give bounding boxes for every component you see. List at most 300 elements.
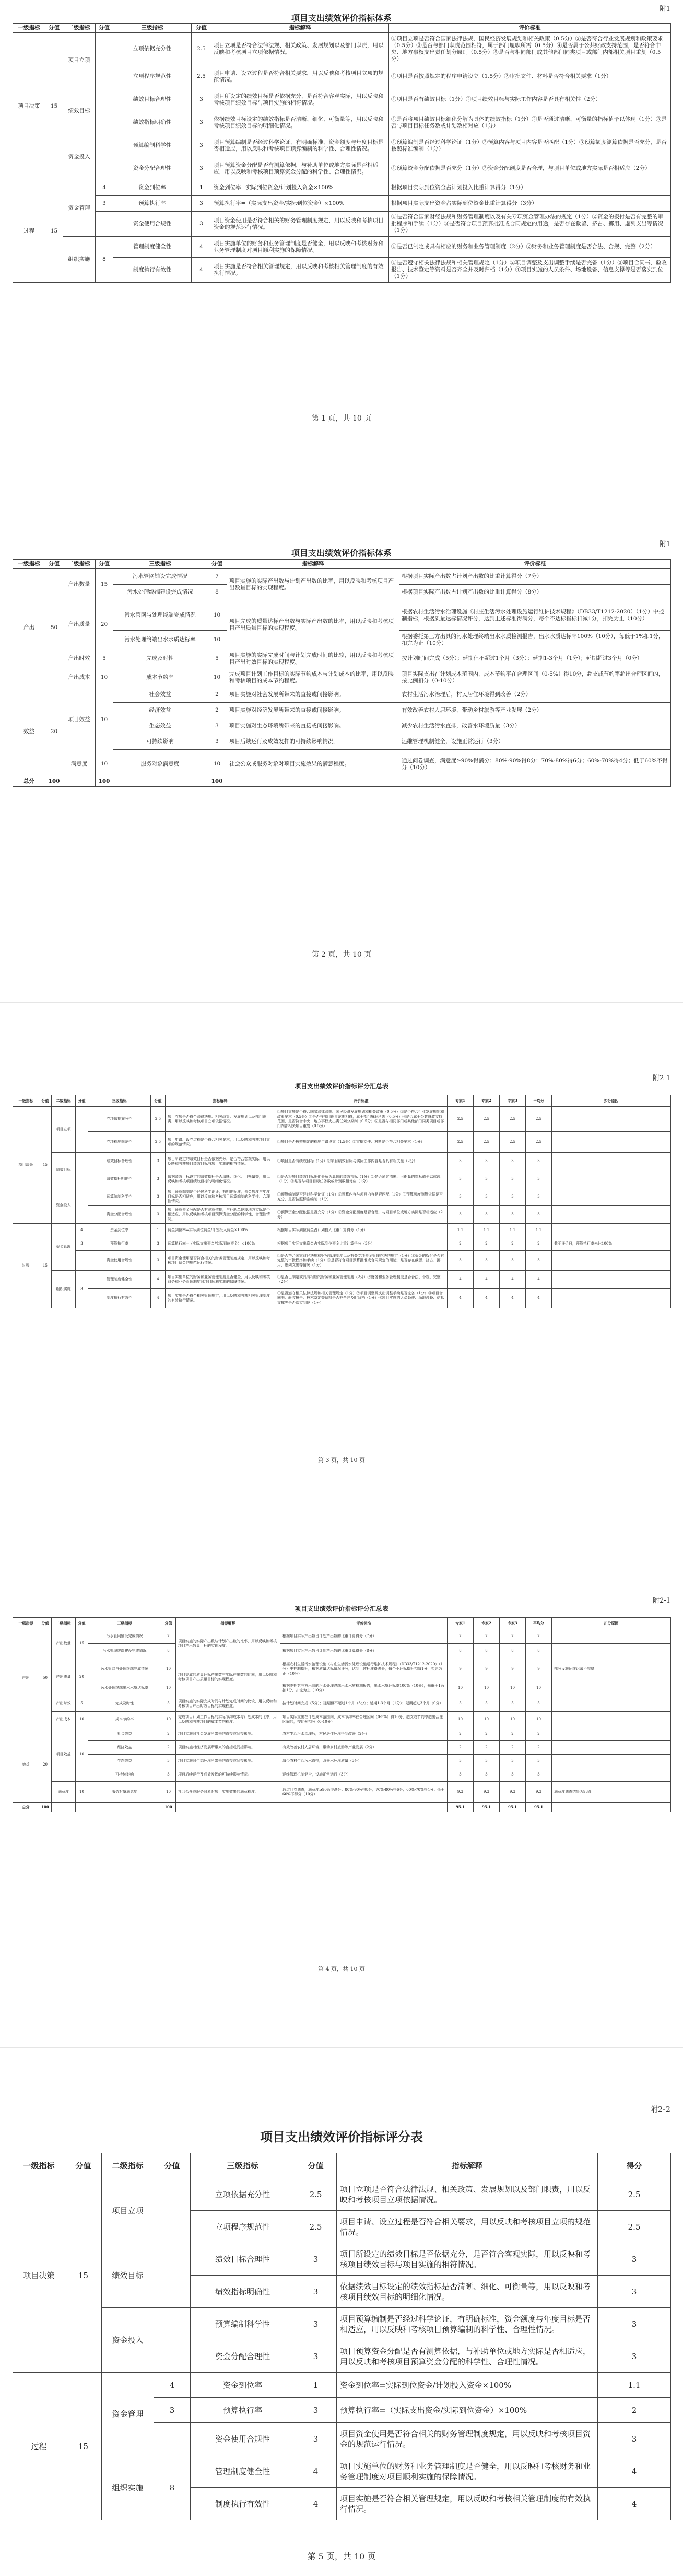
table-cell: 资金分配合理性 <box>88 1206 151 1224</box>
table-cell: 完成及时性 <box>113 649 207 668</box>
table-cell: 2.5 <box>500 1132 526 1153</box>
table-cell: 根据农村生活污水治理设施《村庄生活污水处理设施运行维护技术规程》（DB33/T1212-2020）（1分）中控制指标，根据质量达标情况评分，达到上述标准得满分，每个不达标指标扣减1分，扣完为止（10分） <box>280 1658 448 1680</box>
column-header: 分值 <box>65 2153 102 2178</box>
table-cell: 3 <box>500 1206 526 1224</box>
page-tag: 附1 <box>659 540 670 548</box>
table-cell: 社会效益 <box>113 687 207 703</box>
table-row <box>13 237 671 258</box>
table-cell: 项目实施对经济发展所带来的直接或间接影响。 <box>227 703 399 718</box>
page-5 <box>0 2048 683 2576</box>
table-cell: 产出 <box>13 1629 39 1727</box>
table-cell: 3 <box>526 1153 552 1170</box>
table-cell: 绩效指标明确性 <box>113 111 192 134</box>
table-row <box>13 212 671 237</box>
table-cell: 2.5 <box>500 1107 526 1132</box>
table-cell: 15 <box>76 1629 88 1658</box>
column-header: 分值 <box>207 560 227 569</box>
table-cell: 3 <box>295 2276 337 2308</box>
table-cell: 10 <box>500 1680 526 1696</box>
table-cell <box>176 1803 280 1812</box>
table-header <box>13 2153 671 2178</box>
table-cell: 10 <box>76 1782 88 1803</box>
table-cell: ①是否已制定或具有相应的财务和业务管理制度（2分）②财务和业务管理制度是否合法、合规、完整（2分） <box>389 237 671 258</box>
page-4 <box>0 1526 683 2048</box>
table-cell: 2.5 <box>448 1107 474 1132</box>
table-cell: 经济效益 <box>88 1741 161 1755</box>
table-cell: 3 <box>295 2423 337 2455</box>
table-row <box>13 196 671 212</box>
page-tag: 附2-1 <box>653 1597 670 1605</box>
table-cell: 95.1 <box>500 1803 526 1812</box>
table-cell: 项目预算编制是否经过科学论证，有明确标准，资金额度与年度目标是否相适应，用以反映和考核项目预算编制的科学性、合理性情况。 <box>166 1188 275 1206</box>
column-header: 专家1 <box>448 1618 474 1629</box>
table-cell: 2 <box>526 1237 552 1251</box>
table-row <box>13 1132 671 1153</box>
table-cell: 8 <box>526 1644 552 1658</box>
table-cell: 项目完成的质量达标产出数与实际产出数的比率，用以反映和考核项目产出质量目标的实现程度。 <box>176 1658 280 1696</box>
table-cell: ①项目立项是否符合国家法律法规、国民经济发展规划和相关政策（0.5分）②是否符合行业发展规划和政策要求（0.5分）③是否与部门职责范围相符，属于部门履职所需（0.5分）④是否属于公共财政支持范围，是否符合中央、地方事权支出责任划分原则（0.5分）⑤是否与相同部门或其他部门同类项目或部门内部相关项目重复（0.5分） <box>389 33 671 65</box>
table-cell: 3 <box>474 1188 500 1206</box>
table-cell <box>76 1803 88 1812</box>
table-cell: 成本节约率 <box>88 1712 161 1727</box>
column-header: 一级指标 <box>13 1618 39 1629</box>
table-cell: 10 <box>161 1680 176 1696</box>
table-cell: 项目实际支出在计划成本范围内，成本节约率在合理区间（0-5%）得10分，超支或节约率超出合理区间的，按比例扣分（0-10分） <box>280 1712 448 1727</box>
table-cell: 污水处理终端建设完成情况 <box>113 585 207 600</box>
table-cell: 9 <box>500 1658 526 1680</box>
table-cell: 3 <box>526 1755 552 1768</box>
table-cell: 产出质量 <box>63 600 96 649</box>
table-cell <box>552 1741 671 1755</box>
table-cell: 4 <box>76 1224 88 1237</box>
table-cell <box>552 1107 671 1132</box>
table-cell: 15 <box>96 569 113 600</box>
table-cell: 项目资金使用是否符合相关的财务管理制度规定，用以反映和考核项目资金的规范运行情况。 <box>166 1251 275 1271</box>
table-cell: 10 <box>96 752 113 776</box>
table-cell: 2 <box>500 1727 526 1741</box>
table-cell: 项目资金使用是否符合相关的财务管理制度规定，用以反映和考核项目资金的规范运行情况。 <box>337 2423 598 2455</box>
table-cell: 立项程序规范性 <box>113 65 192 88</box>
table-cell: 依据绩效目标设定的绩效指标是否清晰、细化、可衡量等，用以反映和考核项目绩效目标的明细化情况。 <box>337 2276 598 2308</box>
table-row <box>13 1696 671 1712</box>
table-cell: 3 <box>474 1170 500 1188</box>
table-cell: 3 <box>192 134 211 157</box>
table-cell: 根据农村生活污水治理设施《村庄生活污水处理设施运行维护技术规程》（DB33/T1212-2020）（1分）中控制指标，根据质量达标情况评分，达到上述标准得满分，每个不达标指标扣减1分，扣完为止（10分） <box>399 600 671 631</box>
table-cell: 完成及时性 <box>88 1696 161 1712</box>
column-header: 分值 <box>96 560 113 569</box>
table-cell: 根据项目实际产出数占计划产出数的比重计算得分（8分） <box>399 585 671 600</box>
table-cell: 预算执行率 <box>191 2398 295 2423</box>
table-cell: 资金管理 <box>102 2373 154 2455</box>
table-cell: 项目实施对经济发展所带来的直接或间接影响。 <box>176 1741 280 1755</box>
page-title: 项目支出绩效评价指标评分汇总表 <box>294 1083 388 1090</box>
table-cell: 产出时效 <box>63 649 96 668</box>
table-cell: 项目效益 <box>63 687 96 752</box>
table-cell: 资金投入 <box>102 2308 154 2373</box>
table-cell: 资金投入 <box>63 134 96 180</box>
table-cell: 5 <box>161 1696 176 1712</box>
table-cell: 10 <box>161 1658 176 1680</box>
table-cell: 7 <box>161 1629 176 1644</box>
table-cell: 完成项目计划工作目标的实际节约成本与计划成本的比率，用以反映和考核项目的成本节约程度。 <box>227 668 399 687</box>
column-header: 分值 <box>192 24 211 33</box>
table-cell <box>552 1251 671 1271</box>
table-cell: 污水管网与处理终端完成情况 <box>88 1658 161 1680</box>
table-cell: 预算编制科学性 <box>88 1188 151 1206</box>
table-cell: 制度执行有效性 <box>191 2488 295 2520</box>
table-cell: 10 <box>207 600 227 631</box>
table-cell: 4 <box>526 1289 552 1308</box>
table-row <box>13 180 671 196</box>
table-cell: 过程 <box>13 1224 39 1308</box>
page-footer: 第 1 页，共 10 页 <box>311 414 372 423</box>
table-cell: 根据项目实际支出资金占实际到位资金比重计算得分（3分） <box>275 1237 448 1251</box>
table-row <box>13 1107 671 1132</box>
table-cell: 项目资金使用是否符合相关的财务管理制度规定，用以反映和考核项目资金的规范运行情况。 <box>211 212 389 237</box>
table-cell: 预算编制科学性 <box>191 2308 295 2340</box>
table-row <box>13 1237 671 1251</box>
table-cell: 项目预算编制是否经过科学论证，有明确标准，资金额度与年度目标是否相适应，用以反映和考核项目预算编制的科学性、合理性情况。 <box>211 134 389 157</box>
table-cell: 15 <box>45 33 63 180</box>
column-header: 专家1 <box>448 1095 474 1107</box>
page-2 <box>0 502 683 1003</box>
table-cell: 项目决策 <box>13 2178 65 2373</box>
table-cell: 2 <box>526 1741 552 1755</box>
table-cell: 10 <box>76 1712 88 1727</box>
table-cell: 按计划时间完成（5分）；延期但不超过1个月（3分）；延期1-3个月（1分）；延期超过3个月（0分） <box>399 649 671 668</box>
table-cell: 项目实施是否符合相关管理规定，用以反映和考核相关管理制度的有效执行情况。 <box>337 2488 598 2520</box>
table-cell: 管理制度健全性 <box>88 1271 151 1289</box>
column-header: 专家2 <box>474 1095 500 1107</box>
table-cell: 截至评价日，预算执行率未达100% <box>552 1237 671 1251</box>
table-cell: 项目预算资金分配是否有测算依据，与补助单位或地方实际是否相适应，用以反映和考核项目预算资金分配的科学性、合理性情况。 <box>166 1206 275 1224</box>
table-cell: 3 <box>598 2276 671 2308</box>
table-cell: ①是否将项目绩效目标细化分解为具体的绩效指标（1分）②是否通过清晰、可衡量的指标值予以体现（1分）③是否与项目目标任务数或计划数相对应（1分） <box>275 1170 448 1188</box>
table-cell: 根据委托第三方出具的污水处理终端出水水质检测报告，出水水质达标率100%（10分），每低于1%扣1分，扣完为止（10分） <box>399 631 671 649</box>
score-summary-table <box>13 1617 671 1812</box>
table-cell: 绩效目标 <box>52 1153 76 1188</box>
table-cell: 按计划时间完成（5分）；延期但不超过1个月（3分）；延期1-3个月（1分）；延期超过3个月（0分） <box>280 1696 448 1712</box>
column-header: 三级指标 <box>88 1618 161 1629</box>
table-cell: ①项目是否有绩效目标（1分）②项目绩效目标与实际工作内容是否具有相关性（2分） <box>389 88 671 111</box>
table-cell: 20 <box>45 687 63 776</box>
table-cell: 完成项目计划工作目标的实际节约成本与计划成本的比率，用以反映和考核项目的成本节约程度。 <box>176 1712 280 1727</box>
table-cell: 3 <box>526 1206 552 1224</box>
column-header: 分值 <box>154 2153 191 2178</box>
table-cell: 项目实际支出在计划成本范围内，成本节约率在合理区间（0-5%）得10分，超支或节约率超出合理区间的，按比例扣分（0-10分） <box>399 668 671 687</box>
table-cell: 4 <box>295 2455 337 2488</box>
table-cell: ①预算资金分配依据是否充分（1分）②资金分配额度是否合理，与项目单位或地方实际是否相适应（2分） <box>389 157 671 180</box>
table-cell <box>552 1629 671 1644</box>
table-cell: 农村生活污水治理后，村民居住环境得到改善（2分） <box>280 1727 448 1741</box>
table-cell: 4 <box>151 1271 166 1289</box>
table-cell: 根据项目实际支出资金占实际到位资金比重计算得分（3分） <box>389 196 671 212</box>
table-cell: 15 <box>45 180 63 283</box>
table-cell: 绩效目标 <box>102 2243 154 2308</box>
table-cell: 4 <box>154 2373 191 2398</box>
table-cell: ①项目是否按照规定的程序申请设立（1.5分）②审批文件、材料是否符合相关要求（1分） <box>389 65 671 88</box>
table-cell: 8 <box>154 2455 191 2520</box>
table-cell: 15 <box>39 1224 52 1308</box>
table-cell: 4 <box>526 1271 552 1289</box>
table-cell: 2 <box>474 1727 500 1741</box>
table-cell: 4 <box>500 1271 526 1289</box>
table-cell: 项目实施是否符合相关管理规定，用以反映和考核相关管理制度的有效执行情况。 <box>166 1289 275 1308</box>
page-1 <box>0 0 683 502</box>
table-cell: 5 <box>500 1696 526 1712</box>
table-cell: 组织实施 <box>102 2455 154 2520</box>
column-header: 二级指标 <box>63 24 96 33</box>
table-cell: 产出 <box>13 569 45 687</box>
table-cell: 成本节约率 <box>113 668 207 687</box>
column-header: 三级指标 <box>113 24 192 33</box>
page-title: 项目支出绩效评价指标评分表 <box>260 2129 423 2144</box>
table-cell <box>96 212 113 237</box>
table-cell: 3 <box>192 212 211 237</box>
table-cell: 2.5 <box>526 1107 552 1132</box>
table-cell <box>280 1803 448 1812</box>
table-cell <box>88 1803 161 1812</box>
table-cell: 资金分配合理性 <box>113 157 192 180</box>
table-row <box>13 1727 671 1741</box>
table-cell: ①是否符合国家财经法规和财务管理制度以及有关专项资金管理办法的规定（1分）②资金的拨付是否有完整的审批程序和手续（1分）③是否符合项目预算批准或合同规定的用途，是否存在截留、挤占、挪用、虚列支出等情况（1分） <box>389 212 671 237</box>
table-cell: 社会公众或服务对象对项目实施效果的满意程度。 <box>176 1782 280 1803</box>
table-cell: 根据项目实际产出数占计划产出数的比重计算得分（7分） <box>399 569 671 585</box>
table-cell: 运维管理机制健全，设施正常运行（3分） <box>280 1768 448 1782</box>
table-cell: 产出成本 <box>52 1712 76 1727</box>
table-cell: 制度执行有效性 <box>113 258 192 283</box>
table-cell: 立项依据充分性 <box>88 1107 151 1132</box>
table-cell: 服务对象满意度 <box>88 1782 161 1803</box>
table-row <box>13 134 671 157</box>
table-cell <box>76 1188 88 1224</box>
table-cell: 3 <box>500 1251 526 1271</box>
column-header: 平均分 <box>526 1095 552 1107</box>
page-title: 项目支出绩效评价指标体系 <box>291 13 392 23</box>
table-cell: 3 <box>526 1188 552 1206</box>
table-cell: 100 <box>161 1803 176 1812</box>
column-header: 分值 <box>161 1618 176 1629</box>
table-cell: 立项依据充分性 <box>191 2178 295 2211</box>
score-table <box>13 2153 671 2520</box>
table-cell: 3 <box>161 1755 176 1768</box>
table-cell: 项目所设定的绩效目标是否依据充分，是否符合客观实际，用以反映和考核项目绩效目标与项目实施的相符情况。 <box>166 1153 275 1170</box>
table-cell: 1 <box>295 2373 337 2398</box>
table-cell: 4 <box>474 1289 500 1308</box>
table-cell: 污水管网铺设完成情况 <box>113 569 207 585</box>
table-cell: 项目立项 <box>52 1107 76 1153</box>
table-row <box>13 2243 671 2276</box>
column-header: 指标解释 <box>176 1618 280 1629</box>
table-cell: 3 <box>151 1170 166 1188</box>
table-cell: 项目所设定的绩效目标是否依据充分，是否符合客观实际，用以反映和考核项目绩效目标与项目实施的相符情况。 <box>337 2243 598 2276</box>
table-cell: ①是否已制定或具有相应的财务和业务管理制度（2分）②财务和业务管理制度是否合法、合规、完整（2分） <box>275 1271 448 1289</box>
indicator-table <box>13 23 671 283</box>
table-cell <box>552 1803 671 1812</box>
column-header: 三级指标 <box>113 560 207 569</box>
table-cell <box>113 776 207 787</box>
table-cell: 项目预算资金分配是否有测算依据，与补助单位或地方实际是否相适应，用以反映和考核项目预算资金分配的科学性、合理性情况。 <box>211 157 389 180</box>
table-cell: 7 <box>207 569 227 585</box>
table-row <box>13 1644 671 1658</box>
table-cell: 资金到位率 <box>191 2373 295 2398</box>
table-row <box>13 2178 671 2211</box>
table-cell: 生态效益 <box>88 1755 161 1768</box>
table-row <box>13 1768 671 1782</box>
table-cell: 10 <box>500 1712 526 1727</box>
table-cell: 可持续影响 <box>113 734 207 750</box>
table-cell: 2 <box>474 1741 500 1755</box>
table-cell: 10 <box>448 1680 474 1696</box>
table-cell <box>552 1271 671 1289</box>
table-cell: 通过问卷调查，满意度≥90%得满分；80%-90%得8分；70%-80%得6分；60%-70%得4分；低于60%不得分（10分） <box>399 752 671 776</box>
table-cell: 项目立项 <box>102 2178 154 2243</box>
table-cell: ①预算资金分配依据是否充分（1分）②资金分配额度是否合理，与项目单位或地方实际是否相适应（2分） <box>275 1206 448 1224</box>
table-cell: 7 <box>448 1629 474 1644</box>
table-cell <box>76 1107 88 1153</box>
table-cell: 3 <box>526 1768 552 1782</box>
table-cell <box>96 134 113 180</box>
column-header: 三级指标 <box>191 2153 295 2178</box>
page-divider <box>0 2047 683 2048</box>
table-cell <box>154 2243 191 2308</box>
table-cell: 2.5 <box>474 1107 500 1132</box>
table-cell: 10 <box>526 1712 552 1727</box>
page-3 <box>0 1003 683 1526</box>
table-cell <box>552 1170 671 1188</box>
table-cell: 3 <box>500 1153 526 1170</box>
table-cell: 3 <box>526 1251 552 1271</box>
table-cell: 2.5 <box>295 2211 337 2243</box>
score-summary-table <box>13 1095 671 1308</box>
table-cell: 根据项目实际到位资金占计划投入比重计算得分（1分） <box>275 1224 448 1237</box>
table-cell: 8 <box>474 1644 500 1658</box>
page-title: 项目支出绩效评价指标体系 <box>291 548 392 558</box>
table-cell: 8 <box>161 1644 176 1658</box>
table-cell: 3 <box>295 2398 337 2423</box>
table-cell: 项目实施的实际产出数与计划产出数的比率，用以反映和考核项目产出数量目标的实现程度。 <box>176 1629 280 1658</box>
page-tag: 附2-1 <box>653 1074 670 1082</box>
table-cell: 5 <box>96 649 113 668</box>
table-cell <box>552 1206 671 1224</box>
table-cell: 3 <box>295 2340 337 2373</box>
table-cell: 8 <box>76 1271 88 1308</box>
table-row <box>13 1271 671 1289</box>
table-cell: 4 <box>96 180 113 196</box>
table-cell: 100 <box>45 776 63 787</box>
table-cell: 2.5 <box>151 1132 166 1153</box>
column-header: 平均分 <box>526 1618 552 1629</box>
table-cell <box>552 1644 671 1658</box>
table-cell: 绩效目标合理性 <box>191 2243 295 2276</box>
table-cell: 10 <box>161 1712 176 1727</box>
table-header <box>13 1095 671 1107</box>
table-cell: 20 <box>76 1658 88 1696</box>
table-cell: ①是否遵守相关法律法规和相关管理规定（1分）②项目调整及支出调整手续是否完备（1分）③项目合同书、验收报告、技术鉴定等资料是否齐全并及时归档（1分）④项目实施的人员条件、场地设备、信息支撑等是否落实到位（1分） <box>389 258 671 283</box>
table-cell: 50 <box>45 569 63 687</box>
table-cell: 项目所设定的绩效目标是否依据充分，是否符合客观实际，用以反映和考核项目绩效目标与项目实施的相符情况。 <box>211 88 389 111</box>
table-cell: 3 <box>448 1188 474 1206</box>
table-cell: 有效改善农村人居环境，带动乡村旅游等产业发展（2分） <box>280 1741 448 1755</box>
table-cell: ①项目是否有绩效目标（1分）②项目绩效目标与实际工作内容是否具有相关性（2分） <box>275 1153 448 1170</box>
table-cell: 4 <box>295 2488 337 2520</box>
table-cell: 立项依据充分性 <box>113 33 192 65</box>
table-cell: 2 <box>161 1727 176 1741</box>
table-cell: ①项目是否按照规定的程序申请设立（1.5分）②审批文件、材料是否符合相关要求（1分） <box>275 1132 448 1153</box>
table-cell: ①是否将项目绩效目标细化分解为具体的绩效指标（1分）②是否通过清晰、可衡量的指标值予以体现（1分）③是否与项目目标任务数或计划数相对应（1分） <box>389 111 671 134</box>
column-header: 评价标准 <box>275 1095 448 1107</box>
table-cell: 污水处理终端出水水质达标率 <box>113 631 207 649</box>
table-cell <box>552 1132 671 1153</box>
table-cell: 10 <box>207 668 227 687</box>
table-cell: 3 <box>448 1153 474 1170</box>
table-cell: ①预算编制是否经过科学论证（1分）②预算内容与项目内容是否匹配（1分）③预算额度测算依据是否充分，是否按照标准编制（1分） <box>389 134 671 157</box>
table-row <box>13 1153 671 1170</box>
table-cell: 3 <box>192 157 211 180</box>
table-cell: 依据绩效目标设定的绩效指标是否清晰、细化、可衡量等，用以反映和考核项目绩效目标的明细化情况。 <box>211 111 389 134</box>
table-cell <box>552 1755 671 1768</box>
table-cell: 15 <box>39 1107 52 1224</box>
table-cell: 2 <box>500 1741 526 1755</box>
table-cell: 组织实施 <box>63 237 96 283</box>
column-header: 专家3 <box>500 1095 526 1107</box>
table-cell: 2 <box>474 1237 500 1251</box>
table-cell: 3 <box>161 1768 176 1782</box>
column-header: 专家2 <box>474 1618 500 1629</box>
table-cell <box>63 776 96 787</box>
column-header: 二级指标 <box>52 1618 76 1629</box>
table-cell: 资金分配合理性 <box>191 2340 295 2373</box>
table-cell: ①是否遵守相关法律法规和相关管理规定（1分）②项目调整及支出调整手续是否完备（1分）③项目合同书、验收报告、技术鉴定等资料是否齐全并及时归档（1分）④项目实施的人员条件、场地设备、信息支撑等是否落实到位（1分） <box>275 1289 448 1308</box>
table-cell: 经济效益 <box>113 703 207 718</box>
page-footer: 第 2 页，共 10 页 <box>311 950 372 959</box>
table-cell: 1.1 <box>598 2373 671 2398</box>
table-cell: 社会公众或服务对象对项目实施效果的满意程度。 <box>227 752 399 776</box>
table-cell: 项目决策 <box>13 1107 39 1224</box>
table-cell: 项目完成的质量达标产出数与实际产出数的比率，用以反映和考核项目产出质量目标的实现程度。 <box>227 600 399 649</box>
table-cell <box>96 88 113 134</box>
table-cell: 8 <box>96 237 113 283</box>
table-cell: 7 <box>526 1629 552 1644</box>
table-row <box>13 2308 671 2340</box>
page-divider <box>0 1002 683 1003</box>
table-cell: 项目实施对生态环境所带来的直接或间接影响。 <box>227 718 399 734</box>
table-cell: 8 <box>500 1644 526 1658</box>
table-cell: 资金到位率 <box>113 180 192 196</box>
table-cell: 可持续影响 <box>88 1768 161 1782</box>
table-cell: 项目实施的实际产出数与计划产出数的比率，用以反映和考核项目产出数量目标的实现程度。 <box>227 569 399 600</box>
table-cell: 3 <box>154 2398 191 2423</box>
table-cell: 管理制度健全性 <box>113 237 192 258</box>
table-cell: 4 <box>598 2455 671 2488</box>
table-cell: 8 <box>448 1644 474 1658</box>
table-cell: 资金到位率=实际到位资金/计划投入资金×100% <box>211 180 389 196</box>
column-header: 指标解释 <box>337 2153 598 2178</box>
table-row <box>13 1755 671 1768</box>
table-cell: 9.3 <box>526 1782 552 1803</box>
table-cell: 社会效益 <box>88 1727 161 1741</box>
table-cell: 资金到位率=实际到位资金/计划投入资金×100% <box>166 1224 275 1237</box>
table-cell: 绩效指标明确性 <box>88 1170 151 1188</box>
table-row <box>13 1712 671 1727</box>
table-cell: 50 <box>39 1629 52 1727</box>
table-cell: 4 <box>192 258 211 283</box>
table-cell: 2.5 <box>192 33 211 65</box>
table-cell: 项目立项是否符合法律法规、相关政策、发展规划以及部门职责，用以反映和考核项目立项依据情况。 <box>166 1107 275 1132</box>
column-header: 分值 <box>96 24 113 33</box>
table-cell: 3 <box>151 1153 166 1170</box>
table-cell: 依据绩效目标设定的绩效指标是否清晰、细化、可衡量等，用以反映和考核项目绩效目标的明细化情况。 <box>166 1170 275 1188</box>
